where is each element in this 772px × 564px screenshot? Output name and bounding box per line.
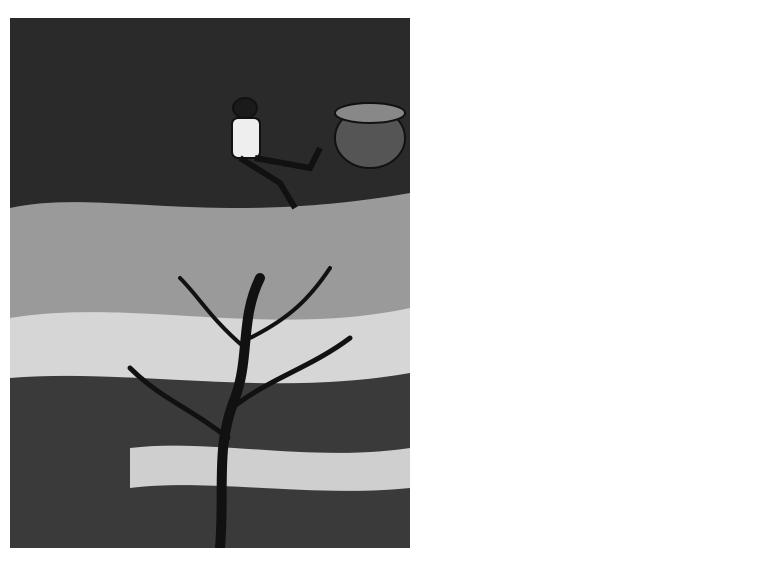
text-column: [427, 48, 753, 60]
garden-scene-drawing: [10, 18, 410, 548]
book-illustration: [10, 18, 410, 548]
basket: [335, 103, 405, 168]
